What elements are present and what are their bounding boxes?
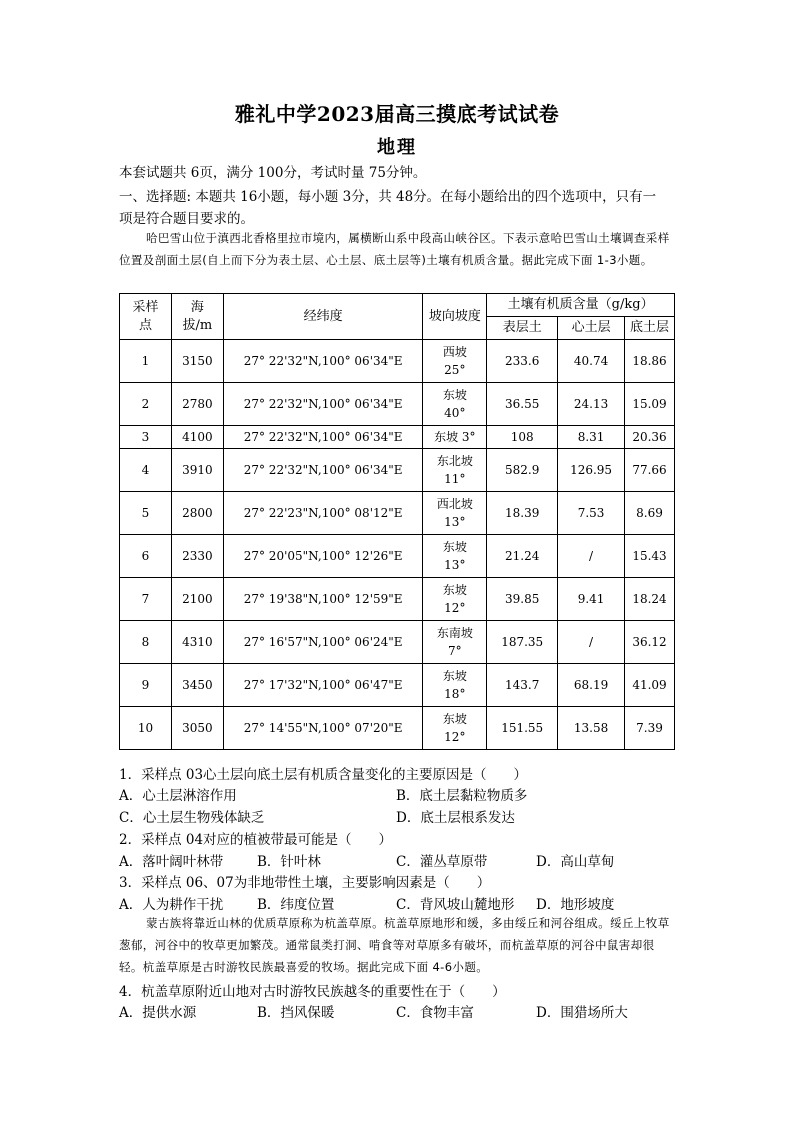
passage-hangai-grassland: 蒙古族将靠近山林的优质草原称为杭盖草原。杭盖草原地形和缓，多由绥丘和河谷组成。绥丘上牧草葱郁，河谷中的牧草更加繁茂。通常鼠类打洞、啃食等对草原多有破坏，而杭盖草原的河谷中鼠害却很轻。杭盖草原是古时游牧民族最喜爱的牧场。据此完成下面 4-6小题。 [119, 916, 670, 974]
cell-bottom: 41.09 [625, 664, 675, 707]
cell-altitude: 2100 [171, 578, 223, 621]
table-row [120, 492, 675, 535]
table-row [120, 340, 675, 383]
cell-coordinates: 27° 20'05"N,100° 12'26"E [223, 535, 422, 578]
section-instructions-cont: 项是符合题目要求的。 [119, 211, 254, 227]
question-1-option-d: D．底土层根系发达 [396, 810, 515, 826]
table-row [120, 707, 675, 750]
table-row [120, 449, 675, 492]
cell-bottom: 18.86 [625, 340, 675, 383]
cell-slope: 东坡13° [423, 535, 487, 578]
header-slope: 坡向坡度 [423, 294, 487, 340]
section-instructions: 一、选择题: 本题共 16小题，每小题 3分，共 48分。在每小题给出的四个选项中，只有一 [119, 189, 657, 205]
cell-altitude: 2800 [171, 492, 223, 535]
table-row [120, 383, 675, 426]
cell-bottom: 15.09 [625, 383, 675, 426]
question-4-option-c: C．食物丰富 [396, 1005, 474, 1021]
cell-site: 9 [120, 664, 172, 707]
cell-altitude: 2330 [171, 535, 223, 578]
header-middle-layer: 心土层 [558, 317, 625, 340]
cell-middle: 40.74 [558, 340, 625, 383]
question-2-stem: 2．采样点 04对应的植被带最可能是（ ） [119, 832, 393, 848]
cell-site: 6 [120, 535, 172, 578]
cell-coordinates: 27° 22'32"N,100° 06'34"E [223, 340, 422, 383]
header-bottom-layer: 底土层 [625, 317, 675, 340]
cell-surface: 187.35 [487, 621, 558, 664]
question-3-option-d: D．地形坡度 [536, 897, 615, 913]
passage-haba-snow-mountain: 哈巴雪山位于滇西北香格里拉市境内，属横断山系中段高山峡谷区。下表示意哈巴雪山土壤调查采样位置及剖面土层(自上而下分为表土层、心土层、底土层等)土壤有机质含量。据此完成下面 1-3小题。 [119, 231, 670, 267]
cell-slope: 东南坡7° [423, 621, 487, 664]
cell-surface: 36.55 [487, 383, 558, 426]
cell-coordinates: 27° 14'55"N,100° 07'20"E [223, 707, 422, 750]
header-surface-layer: 表层土 [487, 317, 558, 340]
cell-site: 7 [120, 578, 172, 621]
cell-site: 1 [120, 340, 172, 383]
cell-coordinates: 27° 16'57"N,100° 06'24"E [223, 621, 422, 664]
cell-slope: 东坡18° [423, 664, 487, 707]
cell-surface: 233.6 [487, 340, 558, 383]
header-altitude: 海拔/m [171, 294, 223, 340]
cell-site: 8 [120, 621, 172, 664]
cell-coordinates: 27° 22'32"N,100° 06'34"E [223, 383, 422, 426]
table-row [120, 426, 675, 449]
header-organic-matter: 土壤有机质含量（g/kg） [487, 294, 675, 317]
question-4-option-b: B．挡风保暖 [257, 1005, 335, 1021]
question-1-option-b: B．底土层黏粒物质多 [396, 788, 528, 804]
cell-middle: 7.53 [558, 492, 625, 535]
cell-site: 4 [120, 449, 172, 492]
subject-title: 地理 [377, 137, 417, 158]
cell-slope: 东北坡11° [423, 449, 487, 492]
cell-middle: 126.95 [558, 449, 625, 492]
exam-info: 本套试题共 6页，满分 100分，考试时量 75分钟。 [119, 165, 427, 181]
cell-bottom: 20.36 [625, 426, 675, 449]
cell-surface: 21.24 [487, 535, 558, 578]
cell-site: 10 [120, 707, 172, 750]
question-2-option-d: D．高山草甸 [536, 854, 615, 870]
table-row [120, 664, 675, 707]
question-3-stem: 3．采样点 06、07为非地带性土壤，主要影响因素是（ ） [119, 875, 491, 891]
header-site: 采样点 [120, 294, 172, 340]
cell-slope: 东坡12° [423, 578, 487, 621]
question-2-option-c: C．灌丛草原带 [396, 854, 488, 870]
cell-altitude: 4100 [171, 426, 223, 449]
cell-slope: 东坡12° [423, 707, 487, 750]
question-3-option-a: A．人为耕作干扰 [119, 897, 224, 913]
question-4-stem: 4．杭盖草原附近山地对古时游牧民族越冬的重要性在于（ ） [119, 984, 506, 1000]
cell-altitude: 2780 [171, 383, 223, 426]
cell-coordinates: 27° 22'23"N,100° 08'12"E [223, 492, 422, 535]
table-row [120, 621, 675, 664]
cell-bottom: 7.39 [625, 707, 675, 750]
cell-altitude: 4310 [171, 621, 223, 664]
cell-middle: 68.19 [558, 664, 625, 707]
cell-coordinates: 27° 22'32"N,100° 06'34"E [223, 426, 422, 449]
question-2-option-b: B．针叶林 [257, 854, 321, 870]
cell-site: 2 [120, 383, 172, 426]
question-1-option-a: A．心土层淋溶作用 [119, 788, 237, 804]
cell-altitude: 3910 [171, 449, 223, 492]
cell-bottom: 18.24 [625, 578, 675, 621]
cell-middle: 13.58 [558, 707, 625, 750]
soil-organic-matter-table [119, 293, 675, 750]
exam-title: 雅礼中学2023届高三摸底考试试卷 [234, 102, 560, 126]
cell-middle: 24.13 [558, 383, 625, 426]
cell-middle: 8.31 [558, 426, 625, 449]
cell-surface: 582.9 [487, 449, 558, 492]
question-3-option-b: B．纬度位置 [257, 897, 335, 913]
cell-surface: 108 [487, 426, 558, 449]
cell-bottom: 36.12 [625, 621, 675, 664]
cell-surface: 151.55 [487, 707, 558, 750]
cell-coordinates: 27° 22'32"N,100° 06'34"E [223, 449, 422, 492]
question-3-option-c: C．背风坡山麓地形 [396, 897, 515, 913]
cell-surface: 39.85 [487, 578, 558, 621]
cell-slope: 东坡40° [423, 383, 487, 426]
table-row [120, 535, 675, 578]
cell-middle: / [558, 535, 625, 578]
question-1-option-c: C．心土层生物残体缺乏 [119, 810, 265, 826]
question-4-option-a: A．提供水源 [119, 1005, 197, 1021]
cell-altitude: 3450 [171, 664, 223, 707]
cell-altitude: 3050 [171, 707, 223, 750]
question-2-option-a: A．落叶阔叶林带 [119, 854, 224, 870]
cell-altitude: 3150 [171, 340, 223, 383]
cell-bottom: 15.43 [625, 535, 675, 578]
cell-slope: 西北坡13° [423, 492, 487, 535]
question-4-option-d: D．围猎场所大 [536, 1005, 628, 1021]
cell-surface: 143.7 [487, 664, 558, 707]
cell-coordinates: 27° 17'32"N,100° 06'47"E [223, 664, 422, 707]
cell-slope: 东坡 3° [423, 426, 487, 449]
cell-middle: 9.41 [558, 578, 625, 621]
cell-site: 5 [120, 492, 172, 535]
cell-bottom: 8.69 [625, 492, 675, 535]
cell-surface: 18.39 [487, 492, 558, 535]
cell-slope: 西坡25° [423, 340, 487, 383]
cell-bottom: 77.66 [625, 449, 675, 492]
table-row [120, 578, 675, 621]
header-coordinates: 经纬度 [223, 294, 422, 340]
question-1-stem: 1．采样点 03心土层向底土层有机质含量变化的主要原因是（ ） [119, 767, 528, 783]
cell-middle: / [558, 621, 625, 664]
cell-coordinates: 27° 19'38"N,100° 12'59"E [223, 578, 422, 621]
cell-site: 3 [120, 426, 172, 449]
